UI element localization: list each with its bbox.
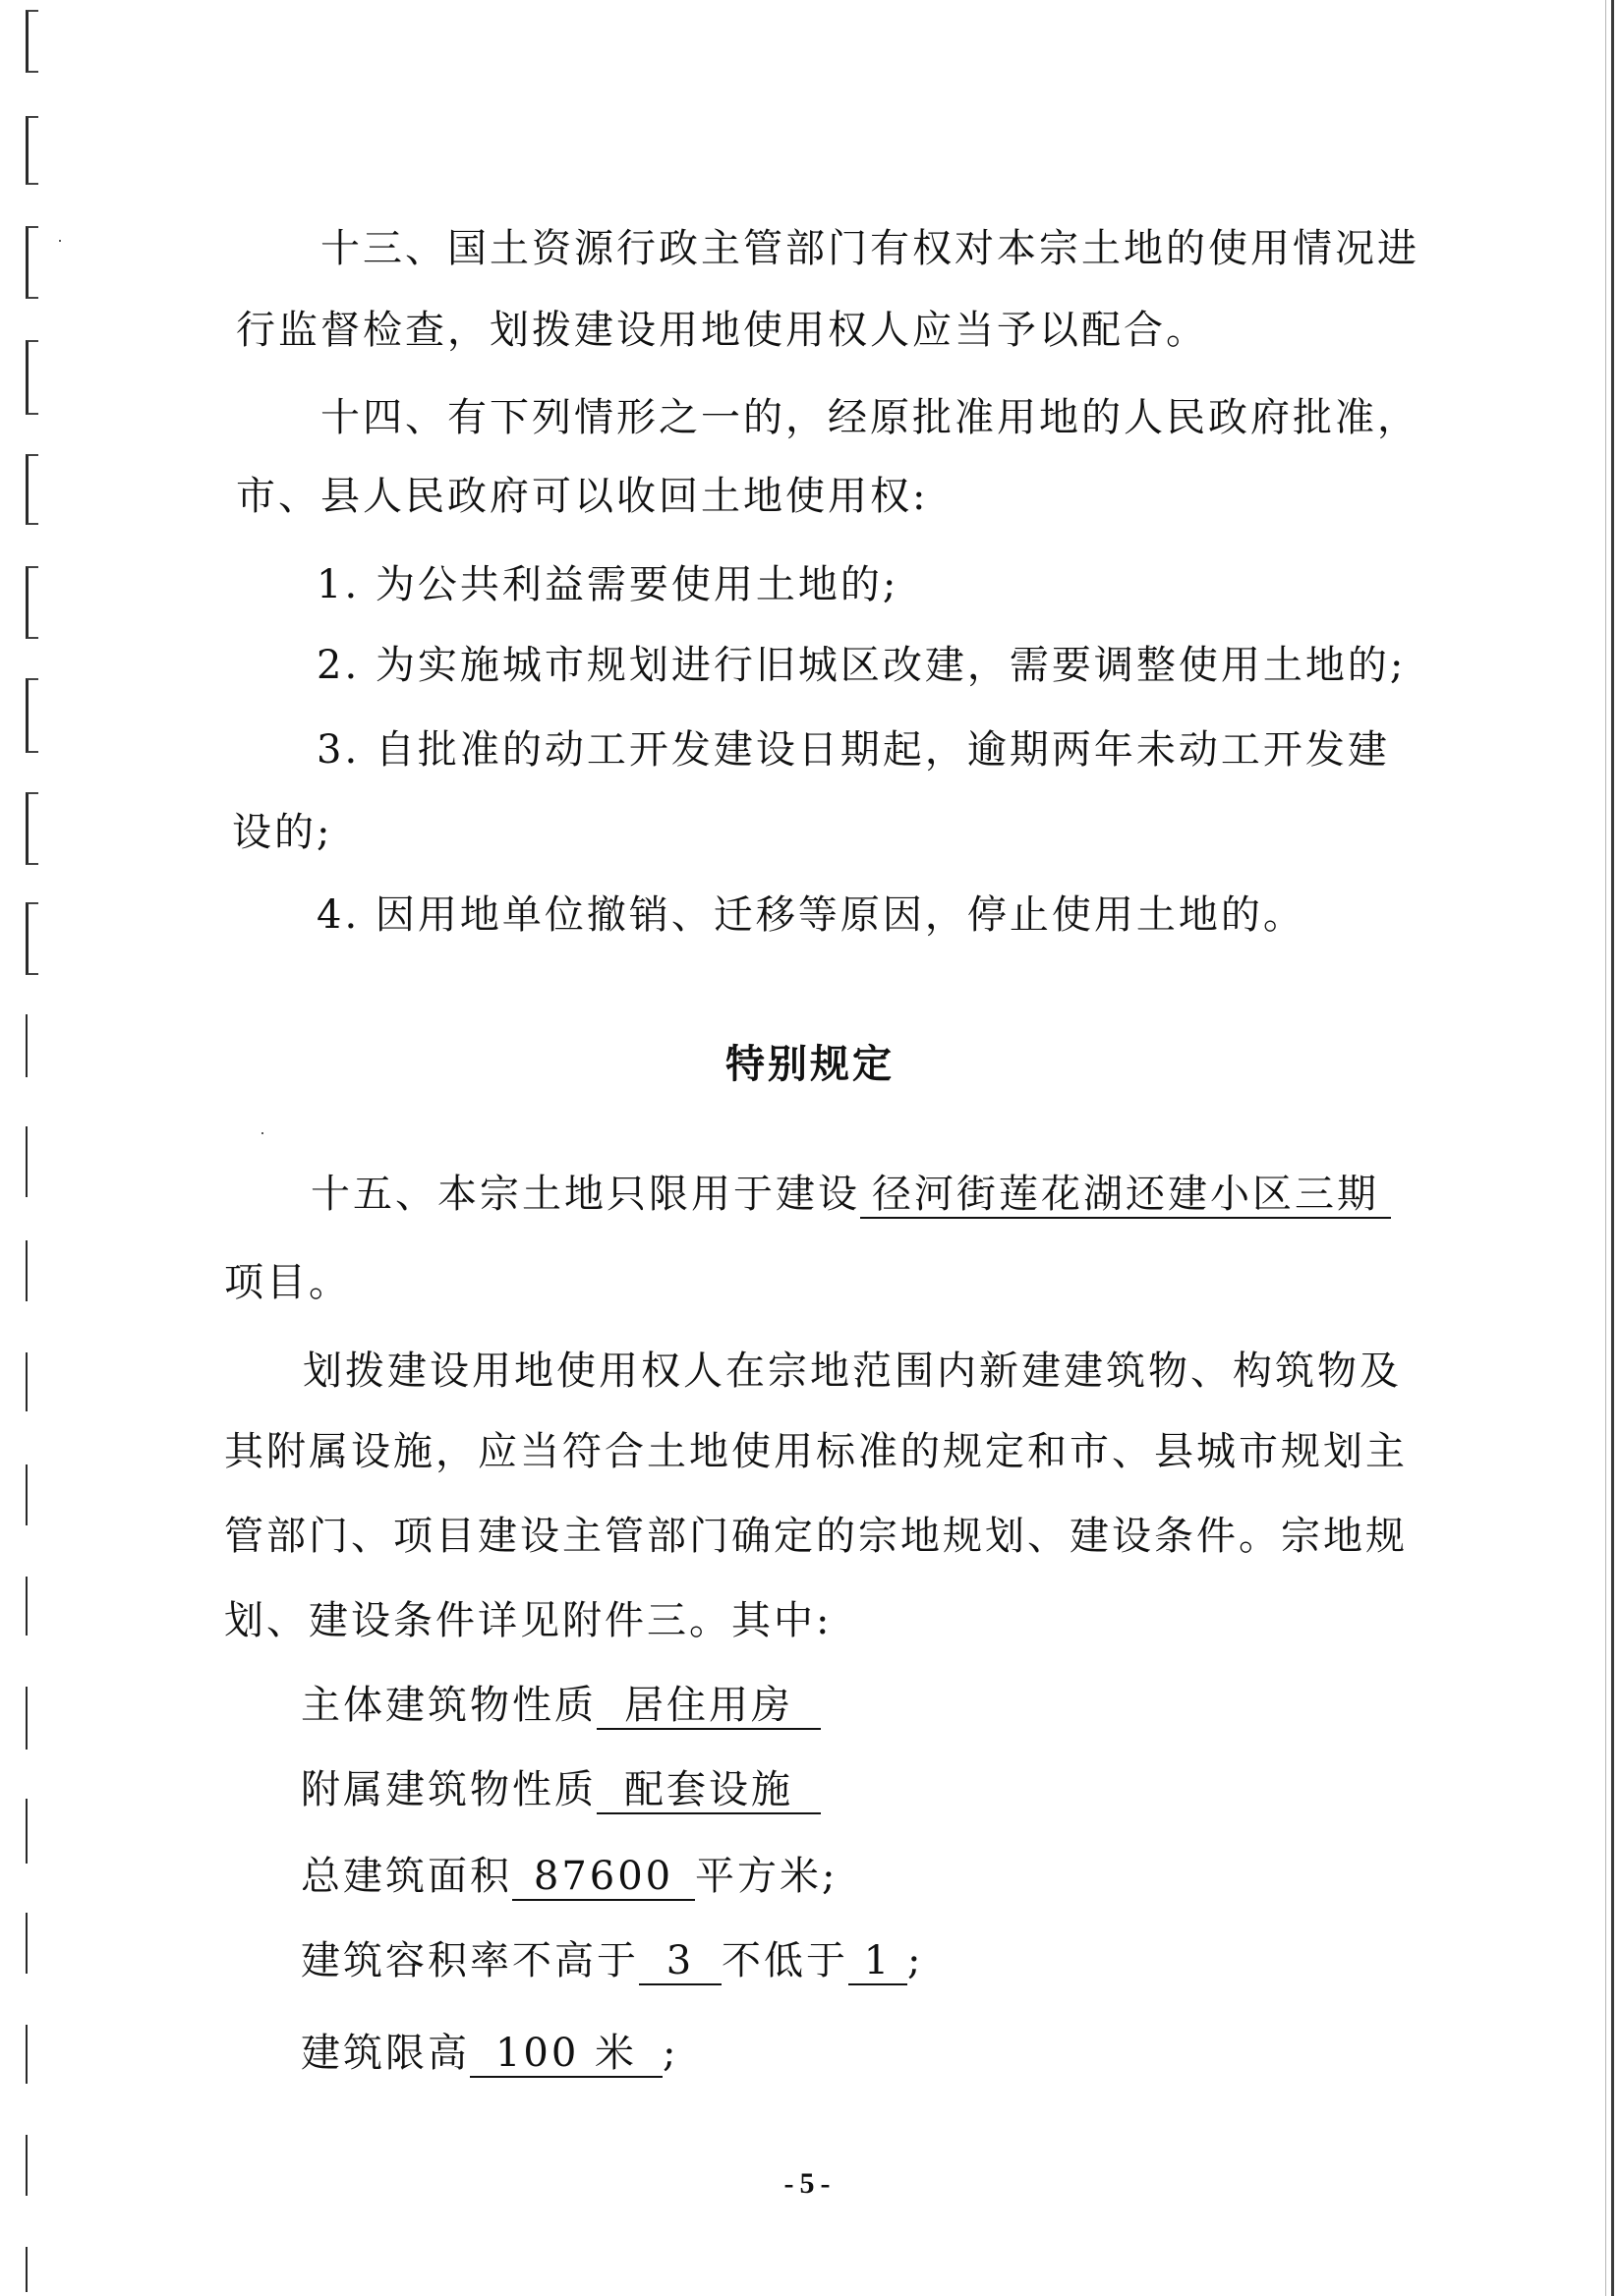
far-end: ; [907, 1938, 924, 1983]
conditions-line-4: 划、建设条件详见附件三。其中: [224, 1598, 833, 1643]
article-14-item-1: 1. 为公共利益需要使用土地的; [317, 562, 899, 607]
binding-mark [26, 1126, 37, 1197]
height-limit-value: 100 米 [470, 2031, 663, 2078]
section-heading: 特别规定 [725, 1042, 895, 1087]
binding-mark [26, 340, 38, 415]
article-13-line-2: 行监督检查，划拨建设用地使用权人应当予以配合。 [236, 308, 1208, 353]
article-14-item-3-line-1: 3. 自批准的动工开发建设日期起，逾期两年未动工开发建 [317, 727, 1390, 773]
main-building-row [301, 1681, 821, 1730]
binding-mark [26, 1464, 37, 1525]
article-14-item-2: 2. 为实施城市规划进行旧城区改建，需要调整使用土地的; [317, 643, 1407, 688]
project-name-field: 径河街莲花湖还建小区三期 [860, 1172, 1391, 1219]
total-area-unit: 平方米; [695, 1854, 839, 1899]
scan-speck [59, 240, 61, 242]
binding-mark [26, 678, 38, 753]
article-13-line-1: 十三、国土资源行政主管部门有权对本宗土地的使用情况进 [320, 226, 1419, 271]
conditions-line-3: 管部门、项目建设主管部门确定的宗地规划、建设条件。宗地规 [224, 1514, 1408, 1559]
binding-mark [26, 1352, 37, 1411]
binding-mark [26, 1913, 37, 1974]
binding-mark [26, 1240, 37, 1301]
binding-mark [26, 1799, 37, 1864]
binding-mark [26, 226, 38, 299]
binding-mark [26, 902, 38, 975]
article-15-prefix: 十五、本宗土地只限用于建设 [311, 1172, 860, 1217]
total-area-row [301, 1852, 838, 1901]
article-14-line-2: 市、县人民政府可以收回土地使用权: [236, 474, 929, 519]
binding-mark [26, 10, 38, 73]
floor-area-ratio-row [301, 1936, 923, 1985]
height-limit-end: ; [663, 2031, 679, 2076]
height-limit-label: 建筑限高 [301, 2031, 470, 2076]
binding-mark [26, 2025, 37, 2084]
scan-edge [1611, 0, 1614, 2296]
article-14-item-4: 4. 因用地单位撤销、迁移等原因，停止使用土地的。 [317, 892, 1305, 938]
article-14-item-3-line-2: 设的; [232, 810, 333, 855]
far-min-value: 1 [848, 1938, 907, 1985]
aux-building-row [301, 1765, 821, 1814]
height-limit-row [301, 2029, 678, 2078]
far-label: 建筑容积率不高于 [301, 1938, 639, 1983]
binding-mark [26, 2247, 37, 2292]
binding-mark [26, 792, 38, 865]
binding-mark [26, 1577, 37, 1636]
article-14-line-1: 十四、有下列情形之一的，经原批准用地的人民政府批准， [320, 395, 1419, 440]
far-max-value: 3 [639, 1938, 722, 1985]
binding-mark [26, 454, 38, 525]
total-area-label: 总建筑面积 [301, 1854, 512, 1899]
scan-edge [1605, 0, 1606, 2296]
total-area-value: 87600 [512, 1854, 695, 1901]
binding-mark [26, 566, 38, 639]
binding-mark [26, 116, 38, 185]
article-15-line-2: 项目。 [224, 1260, 351, 1305]
aux-building-label: 附属建筑物性质 [301, 1767, 597, 1812]
conditions-line-1: 划拨建设用地使用权人在宗地范围内新建建筑物、构筑物及 [303, 1349, 1402, 1394]
binding-mark [26, 1687, 37, 1750]
article-15-line-1 [311, 1170, 1391, 1219]
far-mid-label: 不低于 [722, 1938, 848, 1983]
main-building-value: 居住用房 [597, 1683, 821, 1730]
aux-building-value: 配套设施 [597, 1767, 821, 1814]
conditions-line-2: 其附属设施，应当符合土地使用标准的规定和市、县城市规划主 [224, 1429, 1408, 1474]
page-number: -5- [783, 2167, 837, 2200]
main-building-label: 主体建筑物性质 [301, 1683, 597, 1728]
scan-speck [261, 1132, 263, 1134]
